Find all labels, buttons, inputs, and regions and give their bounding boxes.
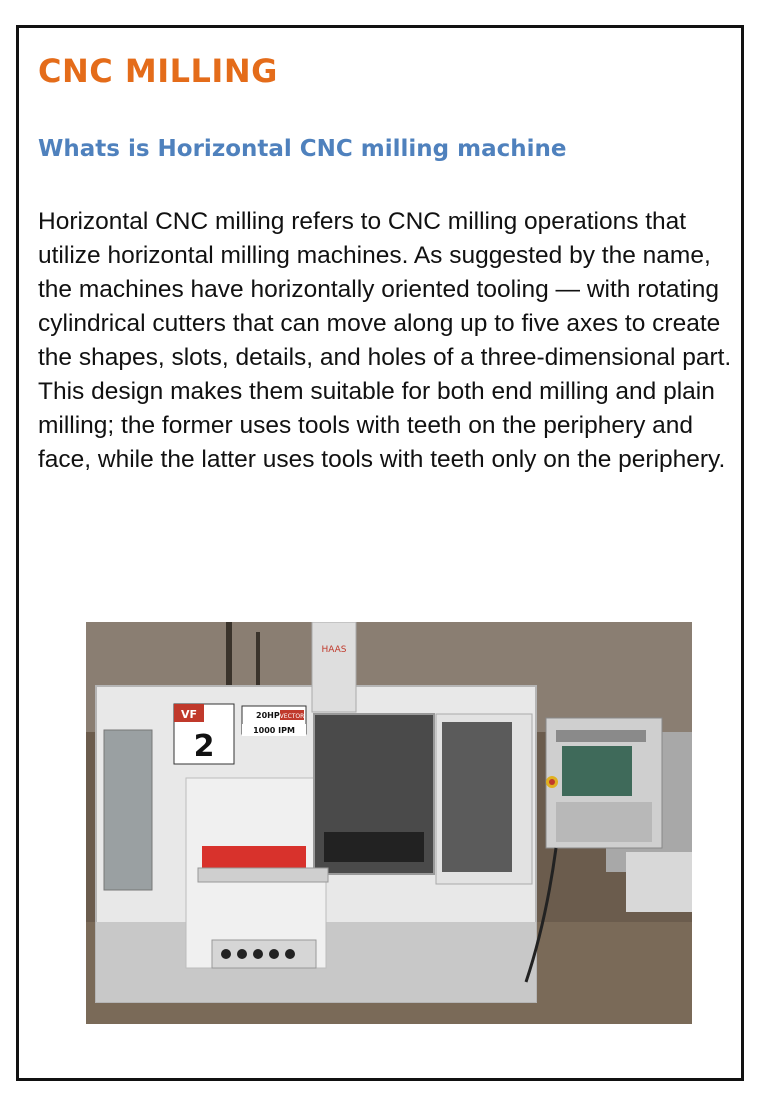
model-number: 2: [193, 729, 215, 764]
brand-label: HAAS: [321, 645, 347, 655]
control-panel-header: [556, 730, 646, 742]
control-screen: [562, 746, 632, 796]
photo-pipe: [256, 632, 260, 692]
red-cloth: [202, 846, 306, 868]
work-table: [324, 832, 424, 862]
right-door-window: [442, 722, 512, 872]
photo-desk: [626, 852, 692, 912]
spec-ipm: 1000 IPM: [253, 726, 295, 735]
emergency-stop-center: [549, 779, 555, 785]
spec-vector: VECTOR: [279, 713, 305, 720]
cnc-machine-photo: [86, 622, 692, 1024]
tool-tray: [198, 868, 328, 882]
photo-pipe: [226, 622, 232, 692]
body-paragraph: Horizontal CNC milling refers to CNC milling operations that utilize horizontal milling machines. As suggested by the name, the machines have horizontally oriented tooling — with rotating cylindrical cutters that can move along up to five axes to create the shapes, slots, details, and holes of a three-dimensional part. This design makes them suitable for both end milling and plain milling; the former uses tools with teeth on the periphery and face, while the latter uses tools with teeth only on the periphery.: [38, 208, 732, 473]
tool-hole: [285, 949, 295, 959]
page-title: CNC MILLING: [38, 52, 278, 90]
tool-hole: [237, 949, 247, 959]
tool-hole: [269, 949, 279, 959]
tool-hole: [253, 949, 263, 959]
control-keypad: [556, 802, 652, 842]
section-heading: Whats is Horizontal CNC milling machine: [38, 136, 567, 162]
machine-column: [312, 622, 356, 712]
model-label: VF: [180, 708, 198, 721]
spec-hp: 20HP: [256, 711, 280, 720]
side-window: [104, 730, 152, 890]
tool-hole: [221, 949, 231, 959]
